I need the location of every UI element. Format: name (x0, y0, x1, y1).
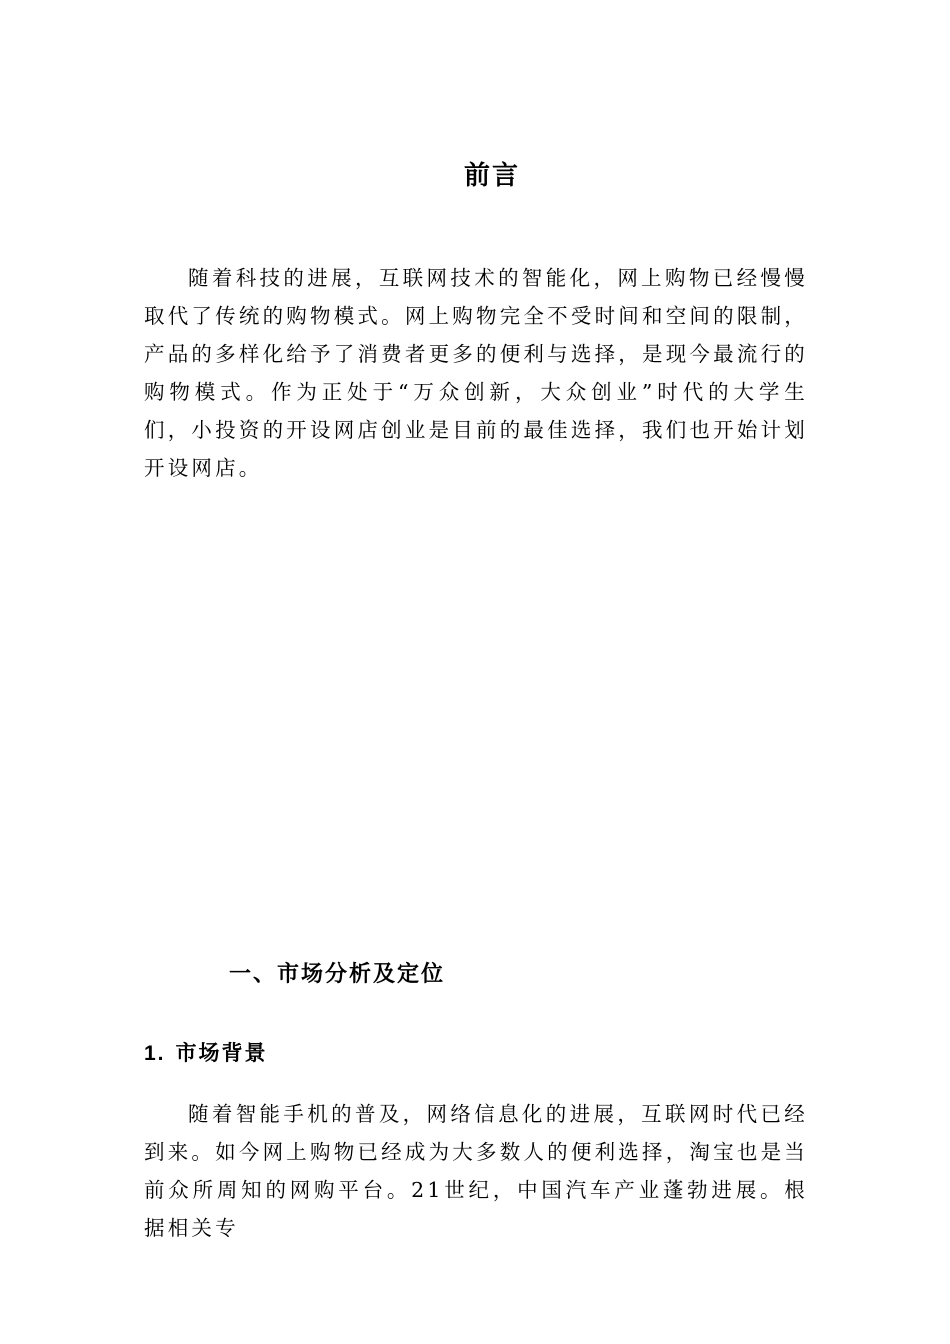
subsection-number: 1. (144, 1042, 166, 1065)
market-background-paragraph: 随着智能手机的普及，网络信息化的进展，互联网时代已经到来。如今网上购物已经成为大多数人的便利选择，淘宝也是当前众所周知的网购平台。21世纪，中国汽车产业蓬勃进展。根据相关专 (144, 1102, 808, 1240)
subsection-title: 市场背景 (175, 1040, 268, 1065)
preface-paragraph: 随着科技的进展，互联网技术的智能化，网上购物已经慢慢取代了传统的购物模式。网上购物完全不受时间和空间的限制，产品的多样化给予了消费者更多的便利与选择，是现今最流行的购物模式。作为正处于“万众创新，大众创业”时代的大学生们，小投资的开设网店创业是目前的最佳选择，我们也开始计划开设网店。 (144, 266, 808, 480)
preface-title: 前言 (463, 161, 520, 191)
section-heading-market-analysis: 一、市场分析及定位 (229, 961, 446, 987)
subsection-heading-market-background (144, 1035, 268, 1072)
